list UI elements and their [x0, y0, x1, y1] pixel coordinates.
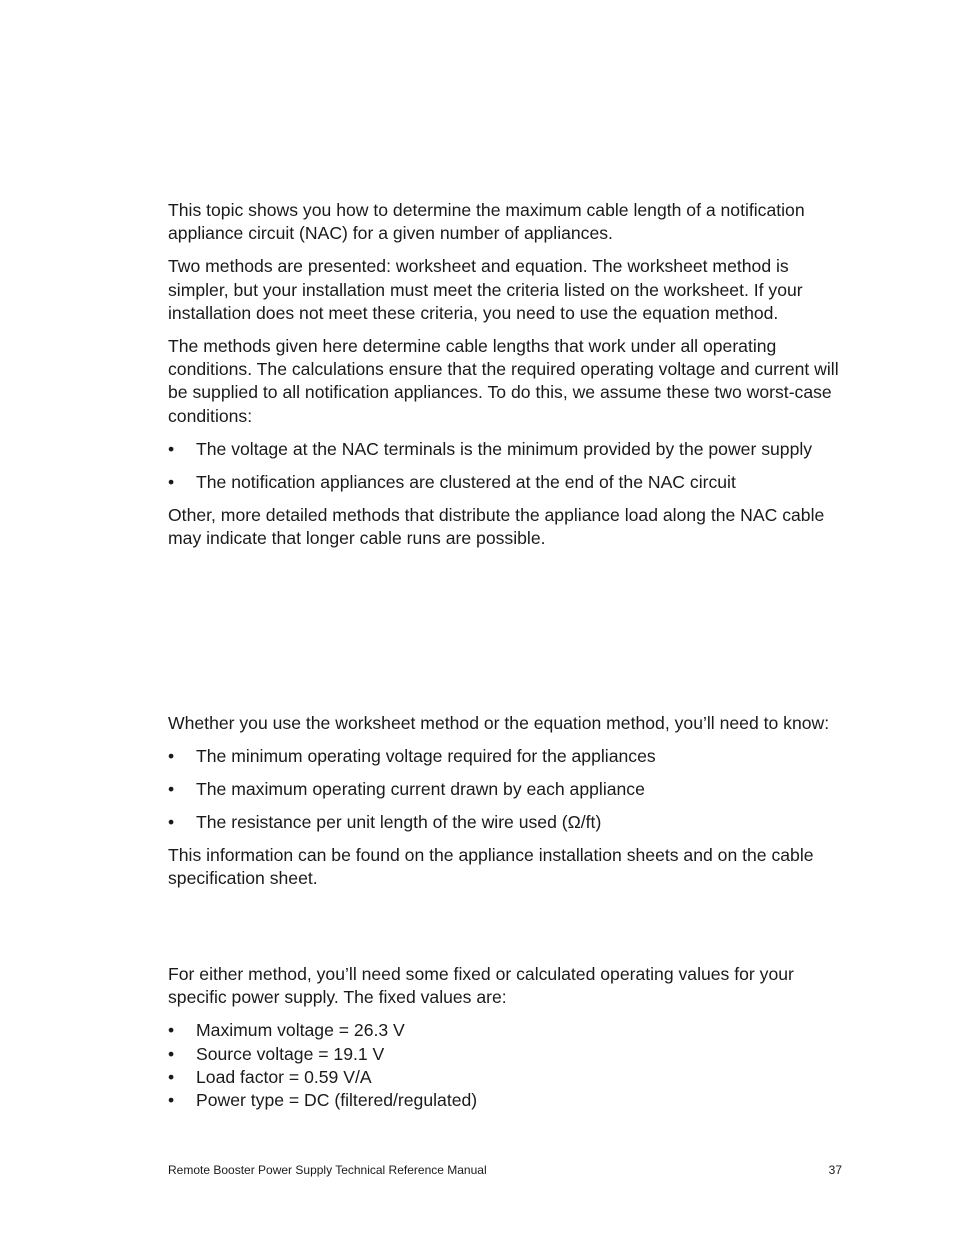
footer-manual-title: Remote Booster Power Supply Technical Reference Manual [168, 1163, 487, 1177]
worst-case-conditions-list [168, 438, 846, 494]
list-item [168, 1066, 846, 1089]
list-item-text: The maximum operating current drawn by each appliance [196, 778, 645, 799]
bullet-icon: • [168, 1066, 175, 1087]
list-item-text: The voltage at the NAC terminals is the minimum provided by the power supply [196, 438, 813, 459]
list-item-text: The notification appliances are clustered at the end of the NAC circuit [196, 471, 736, 492]
intro-paragraph-4: Other, more detailed methods that distribute the appliance load along the NAC cable may indicate that longer cable runs are possible. [168, 504, 825, 548]
list-item-text: The resistance per unit length of the wire used (Ω/ft) [196, 811, 602, 832]
intro-paragraph-2: Two methods are presented: worksheet and equation. The worksheet method is simpler, but your installation must meet the criteria listed on the worksheet. If your installation does not meet these criteria, you need to use the equation method. [168, 256, 803, 323]
bullet-icon: • [168, 1043, 175, 1064]
fixed-values-paragraph: For either method, you’ll need some fixed or calculated operating values for your specific power supply. The fixed values are: [168, 964, 794, 1008]
fixed-values-section [168, 963, 846, 1112]
bullet-icon: • [168, 1020, 175, 1041]
intro-section [168, 199, 846, 550]
list-item [168, 811, 846, 834]
list-item-text: The minimum operating voltage required for the appliances [196, 745, 656, 766]
list-item [168, 471, 846, 494]
requirements-list [168, 745, 846, 834]
intro-paragraph-1: This topic shows you how to determine the maximum cable length of a notification appliance circuit (NAC) for a given number of appliances. [168, 200, 805, 244]
list-item [168, 745, 846, 768]
bullet-icon: • [168, 1090, 175, 1111]
bullet-icon: • [168, 471, 175, 492]
bullet-icon: • [168, 438, 175, 459]
list-item [168, 1089, 846, 1112]
requirements-section [168, 712, 846, 891]
bullet-icon: • [168, 811, 175, 832]
list-item-text: Power type = DC (filtered/regulated) [196, 1090, 478, 1111]
list-item-text: Source voltage = 19.1 V [196, 1043, 385, 1064]
page-number: 37 [828, 1163, 842, 1177]
requirements-paragraph-2: This information can be found on the appliance installation sheets and on the cable specification sheet. [168, 844, 814, 889]
fixed-values-list [168, 1019, 846, 1112]
requirements-paragraph-1: Whether you use the worksheet method or the equation method, you’ll need to know: [168, 713, 830, 733]
bullet-icon: • [168, 745, 175, 766]
list-item-text: Load factor = 0.59 V/A [196, 1066, 372, 1087]
list-item-text: Maximum voltage = 26.3 V [196, 1020, 405, 1041]
bullet-icon: • [168, 778, 175, 799]
list-item [168, 1019, 846, 1042]
list-item [168, 438, 846, 461]
list-item [168, 1043, 846, 1066]
list-item [168, 778, 846, 801]
intro-paragraph-3: The methods given here determine cable lengths that work under all operating conditions. The calculations ensure that the required operating voltage and current will be supplied to all notification appliances. To do this, we assume these two worst-case conditions: [168, 335, 839, 426]
